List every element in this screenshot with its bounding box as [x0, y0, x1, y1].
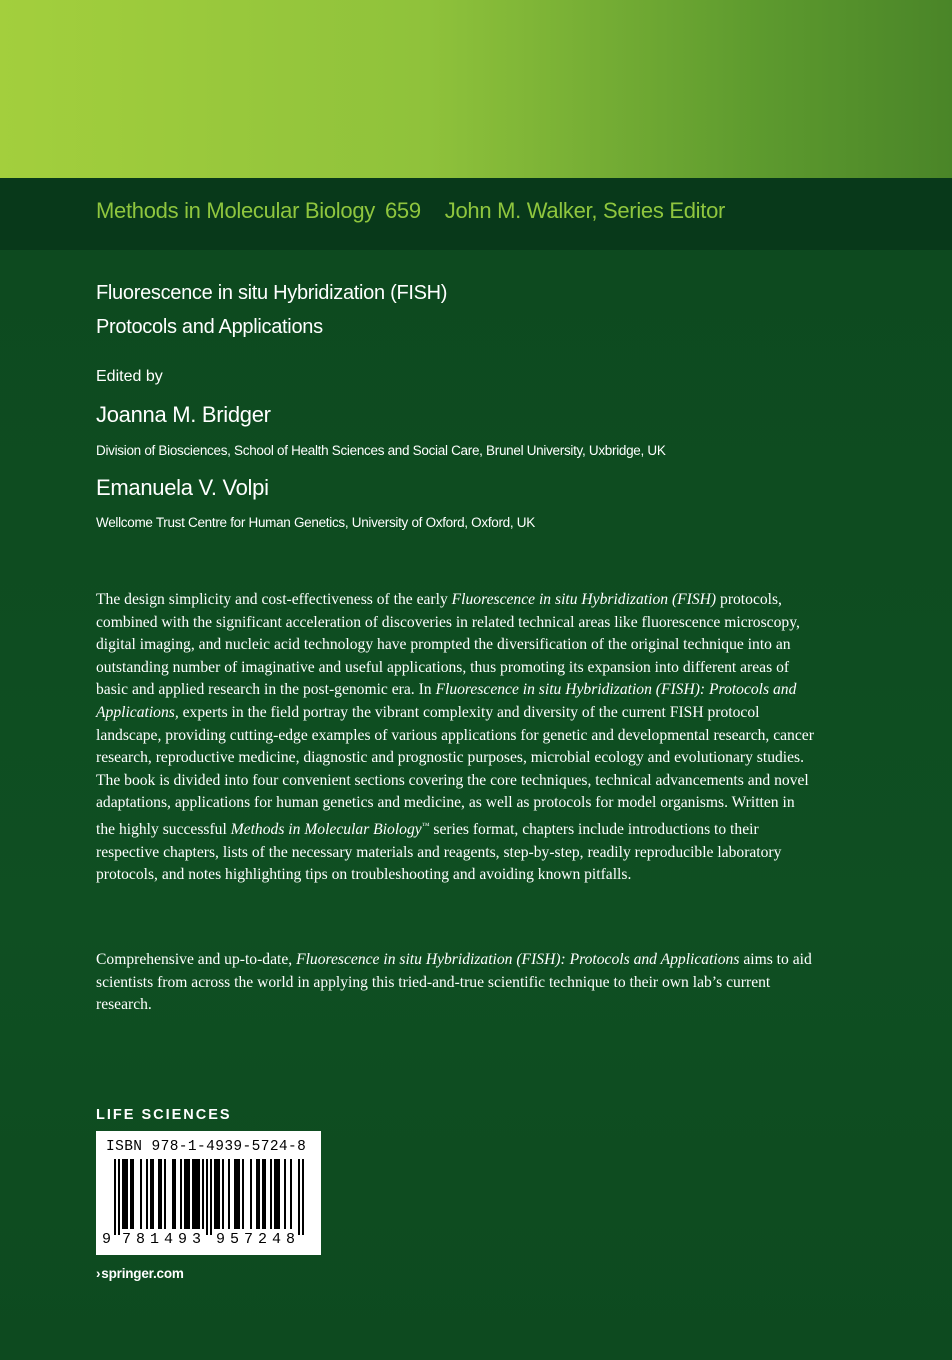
barcode-bar	[216, 1159, 218, 1229]
ean-digit: 8	[136, 1231, 146, 1248]
barcode-bar	[270, 1159, 272, 1229]
barcode-bar	[160, 1159, 162, 1229]
category-label: LIFE SCIENCES	[96, 1107, 232, 1123]
barcode-bar	[210, 1159, 212, 1235]
ean-digit: 2	[258, 1231, 268, 1248]
paragraph-segment: experts in the field portray the vibrant complexity and diversity of the current FISH protocol landscape, providing cutting-edge examples of various applications for genetic and developmental research, cancer research, reproductive medicine, diagnostic and prognostic purposes, microbial ecology and evolutionary studies. The book is divided into four convenient sections covering the core techniques, technical advancements and novel adaptations, applications for human genetics and medicine, as well as protocols for model organisms. Written in the highly successful	[96, 703, 814, 838]
barcode-bar	[290, 1159, 292, 1229]
barcode-bar	[132, 1159, 134, 1229]
barcode-bar	[180, 1159, 182, 1229]
ean-digit: 8	[286, 1231, 296, 1248]
barcode-bar	[192, 1159, 194, 1229]
publisher-url: springer.com	[101, 1266, 184, 1281]
paragraph-segment: Fluorescence in situ Hybridization (FISH): Protocols and Applications	[296, 951, 740, 968]
description-paragraph	[96, 949, 816, 1017]
barcode-bar	[302, 1159, 304, 1235]
ean-digit: 4	[164, 1231, 174, 1248]
series-volume: 659	[384, 198, 421, 223]
barcode-bar	[234, 1159, 236, 1229]
series-name: Methods in Molecular Biology	[96, 198, 375, 223]
barcode-bar	[152, 1159, 154, 1229]
paragraph-segment: protocols, combined with the significant acceleration of discoveries in related technical areas like fluorescence microscopy, digital imaging, and nucleic acid technology have prompted the diversification of the original technique into an outstanding number of imaginative and useful applications, thus promoting its expansion into different areas of basic and applied research in the post-genomic era. In	[96, 591, 800, 699]
barcode-bar	[118, 1159, 120, 1235]
publisher-link[interactable]	[96, 1266, 184, 1281]
barcode-bar	[164, 1159, 166, 1229]
ean-digit: 7	[122, 1231, 132, 1248]
chevron-right-icon: ›	[96, 1266, 101, 1281]
barcode-bar	[184, 1159, 186, 1229]
barcode-bar	[214, 1159, 216, 1229]
ean-digit: 9	[178, 1231, 188, 1248]
barcode-bar	[228, 1159, 230, 1229]
edited-by-label: Edited by	[96, 368, 163, 385]
barcode-bar	[250, 1159, 252, 1229]
series-line	[96, 198, 735, 224]
barcode-bar	[218, 1159, 220, 1229]
barcode-bar	[242, 1159, 244, 1229]
barcode-bar	[238, 1159, 240, 1229]
trademark-symbol: ™	[421, 820, 430, 830]
barcode-bar	[140, 1159, 142, 1229]
ean-digits	[96, 1231, 321, 1251]
editor-name: Joanna M. Bridger	[96, 402, 271, 427]
barcode-bar	[146, 1159, 148, 1229]
barcode-bar	[194, 1159, 196, 1229]
paragraph-segment: The design simplicity and cost-effectiveness of the early	[96, 591, 452, 608]
barcode-bar	[126, 1159, 128, 1229]
paragraph-segment: Fluorescence in situ Hybridization (FISH)	[451, 591, 717, 608]
series-editor: John M. Walker, Series Editor	[444, 198, 726, 223]
barcode-bar	[206, 1159, 208, 1235]
barcode-bar	[124, 1159, 126, 1229]
ean-digit: 5	[230, 1231, 240, 1248]
paragraph-segment: Comprehensive and up-to-date,	[96, 951, 297, 968]
barcode-bar	[222, 1159, 224, 1229]
barcode-bar	[158, 1159, 160, 1229]
book-title: Fluorescence in situ Hybridization (FISH)	[96, 282, 448, 304]
barcode-bar	[274, 1159, 276, 1229]
barcode-bar	[276, 1159, 278, 1229]
barcode-bar	[174, 1159, 176, 1229]
ean-digit: 1	[150, 1231, 160, 1248]
barcode-bar	[122, 1159, 124, 1229]
ean-digit: 9	[216, 1231, 226, 1248]
book-subtitle: Protocols and Applications	[96, 316, 323, 338]
paragraph-segment: aims to aid scientists from across the world in applying this tried-and-true scientific technique to their own lab’s current research.	[96, 951, 812, 1014]
editor-affiliation: Division of Biosciences, School of Health Sciences and Social Care, Brunel University, Uxbridge, UK	[96, 443, 666, 458]
paragraph-segment: series format, chapters include introductions to their respective chapters, lists of the necessary materials and reagents, step-by-step, readily reproducible laboratory protocols, and notes highlighting tips on troubleshooting and avoiding known pitfalls.	[96, 820, 782, 884]
ean-digit: 3	[192, 1231, 202, 1248]
barcode-bar	[150, 1159, 152, 1229]
barcode-bar	[258, 1159, 260, 1229]
isbn-label: ISBN 978-1-4939-5724-8	[106, 1139, 307, 1155]
editor-name: Emanuela V. Volpi	[96, 475, 269, 500]
barcode-bar	[298, 1159, 300, 1235]
barcode-bar	[188, 1159, 190, 1229]
editor-affiliation: Wellcome Trust Centre for Human Genetics, University of Oxford, Oxford, UK	[96, 515, 535, 530]
barcode-bar	[186, 1159, 188, 1229]
barcode-bar	[196, 1159, 198, 1229]
ean-digit: 4	[272, 1231, 282, 1248]
barcode-bar	[130, 1159, 132, 1229]
barcode-bar	[262, 1159, 264, 1229]
isbn-barcode	[96, 1131, 321, 1255]
barcode-bar	[284, 1159, 286, 1229]
paragraph-segment: Fluorescence in situ Hybridization (FISH): Protocols and Applications,	[96, 681, 797, 721]
barcode-bar	[172, 1159, 174, 1229]
cover-top-gradient-band	[0, 0, 952, 178]
description-paragraph	[96, 589, 816, 887]
barcode-bar	[202, 1159, 204, 1229]
barcode-bar	[198, 1159, 200, 1229]
barcode-bars	[96, 1159, 321, 1235]
barcode-bar	[256, 1159, 258, 1229]
barcode-bar	[264, 1159, 266, 1229]
barcode-bar	[114, 1159, 116, 1235]
ean-digit: 7	[244, 1231, 254, 1248]
barcode-bar	[236, 1159, 238, 1229]
paragraph-segment: Methods in Molecular Biology	[230, 820, 422, 838]
ean-digit: 9	[102, 1231, 112, 1248]
barcode-bar	[278, 1159, 280, 1229]
